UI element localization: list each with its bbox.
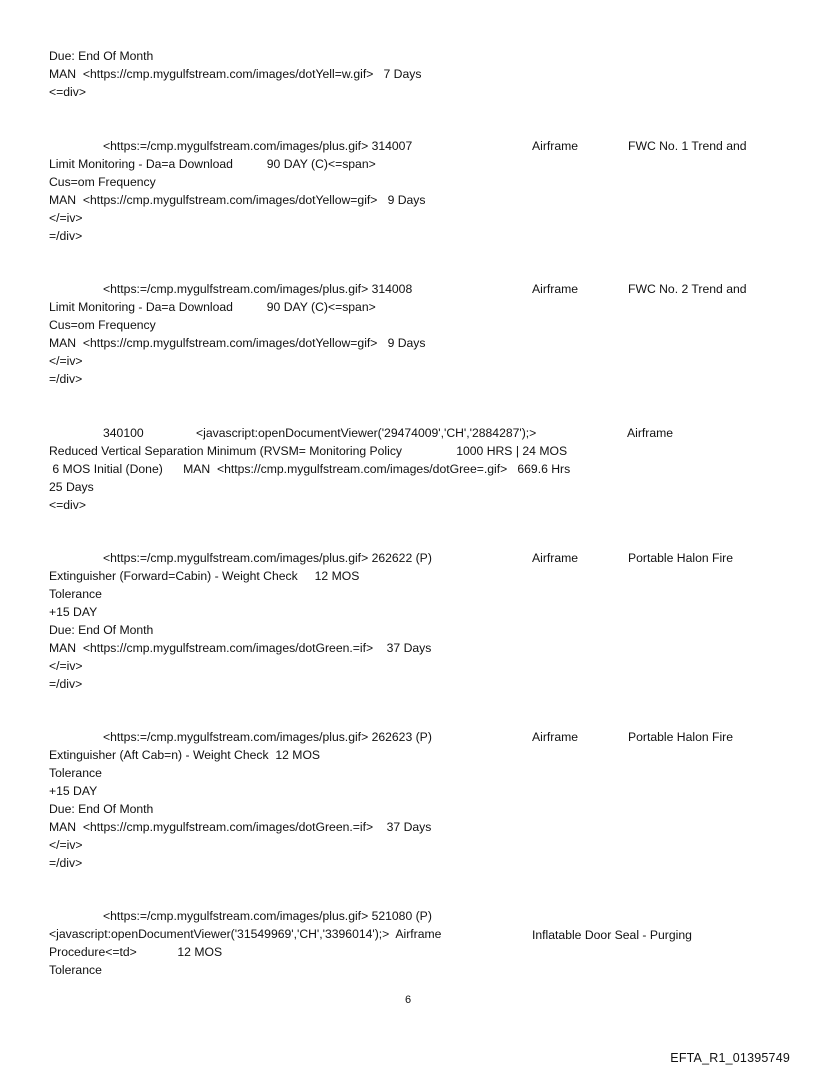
line: </=iv> <box>49 838 83 852</box>
line: MAN <https://cmp.mygulfstream.com/images/dotGreen.=if> 37 Days <box>49 641 432 655</box>
line: MAN <https://cmp.mygulfstream.com/images/dotYell=w.gif> 7 Days <box>49 67 422 81</box>
entry-number: 340100 <box>103 426 144 440</box>
entry-category: Airframe <box>532 282 579 296</box>
line: Cus=om Frequency <box>49 318 156 332</box>
entry-link[interactable]: <https:=/cmp.mygulfstream.com/images/plus.gif> 314008 <box>103 282 413 296</box>
line: MAN <https://cmp.mygulfstream.com/images/dotYellow=gif> 9 Days <box>49 336 426 350</box>
line: MAN <https://cmp.mygulfstream.com/images/dotYellow=gif> 9 Days <box>49 193 426 207</box>
line: +15 DAY <box>49 605 98 619</box>
entry-title: FWC No. 2 Trend and <box>628 282 747 296</box>
entry-link[interactable]: <https:=/cmp.mygulfstream.com/images/plus.gif> 262622 (P) <box>103 551 432 565</box>
line: Due: End Of Month <box>49 623 154 637</box>
entry-title: FWC No. 1 Trend and <box>628 139 747 153</box>
line: </=iv> <box>49 354 83 368</box>
entry-category: Airframe <box>532 551 579 565</box>
line: Tolerance <box>49 766 102 780</box>
line: =/div> <box>49 677 83 691</box>
entry-link[interactable]: <https:=/cmp.mygulfstream.com/images/plus.gif> 521080 (P) <box>103 909 432 923</box>
line: =/div> <box>49 856 83 870</box>
document-viewer-link[interactable]: <javascript:openDocumentViewer('31549969','CH','3396014');> Airframe <box>49 927 442 941</box>
entry-title: Inflatable Door Seal - Purging <box>532 928 692 942</box>
line: MAN <https://cmp.mygulfstream.com/images/dotGreen.=if> 37 Days <box>49 820 432 834</box>
line: Limit Monitoring - Da=a Download 90 DAY (C)<=span> <box>49 300 376 314</box>
line: Reduced Vertical Separation Minimum (RVSM= Monitoring Policy 1000 HRS | 24 MOS <box>49 444 568 458</box>
entry-link[interactable]: <https:=/cmp.mygulfstream.com/images/plus.gif> 262623 (P) <box>103 730 432 744</box>
page-number: 6 <box>404 994 412 1006</box>
line: =/div> <box>49 372 83 386</box>
line: Due: End Of Month <box>49 802 154 816</box>
line: Extinguisher (Forward=Cabin) - Weight Check 12 MOS <box>49 569 360 583</box>
line: 6 MOS Initial (Done) MAN <https://cmp.mygulfstream.com/images/dotGree=.gif> 669.6 Hrs <box>49 462 571 476</box>
entry-category: Airframe <box>532 139 579 153</box>
line: +15 DAY <box>49 784 98 798</box>
line: Tolerance <box>49 963 102 977</box>
entry-link[interactable]: <https:=/cmp.mygulfstream.com/images/plus.gif> 314007 <box>103 139 413 153</box>
line: </=iv> <box>49 659 83 673</box>
line: <=div> <box>49 498 86 512</box>
line: Procedure<=td> 12 MOS <box>49 945 223 959</box>
line: 25 Days <box>49 480 94 494</box>
entry-category: Airframe <box>532 730 579 744</box>
entry-category: Airframe <box>627 426 674 440</box>
document-viewer-link[interactable]: <javascript:openDocumentViewer('29474009','CH','2884287');> <box>196 426 537 440</box>
line: Tolerance <box>49 587 102 601</box>
line: Due: End Of Month <box>49 49 154 63</box>
line: </=iv> <box>49 211 83 225</box>
line: Cus=om Frequency <box>49 175 156 189</box>
footer-document-id: EFTA_R1_01395749 <box>670 1051 790 1065</box>
line: Extinguisher (Aft Cab=n) - Weight Check 12 MOS <box>49 748 321 762</box>
line: =/div> <box>49 229 83 243</box>
line: Limit Monitoring - Da=a Download 90 DAY (C)<=span> <box>49 157 376 171</box>
entry-title: Portable Halon Fire <box>628 730 733 744</box>
line: <=div> <box>49 85 86 99</box>
entry-title: Portable Halon Fire <box>628 551 733 565</box>
